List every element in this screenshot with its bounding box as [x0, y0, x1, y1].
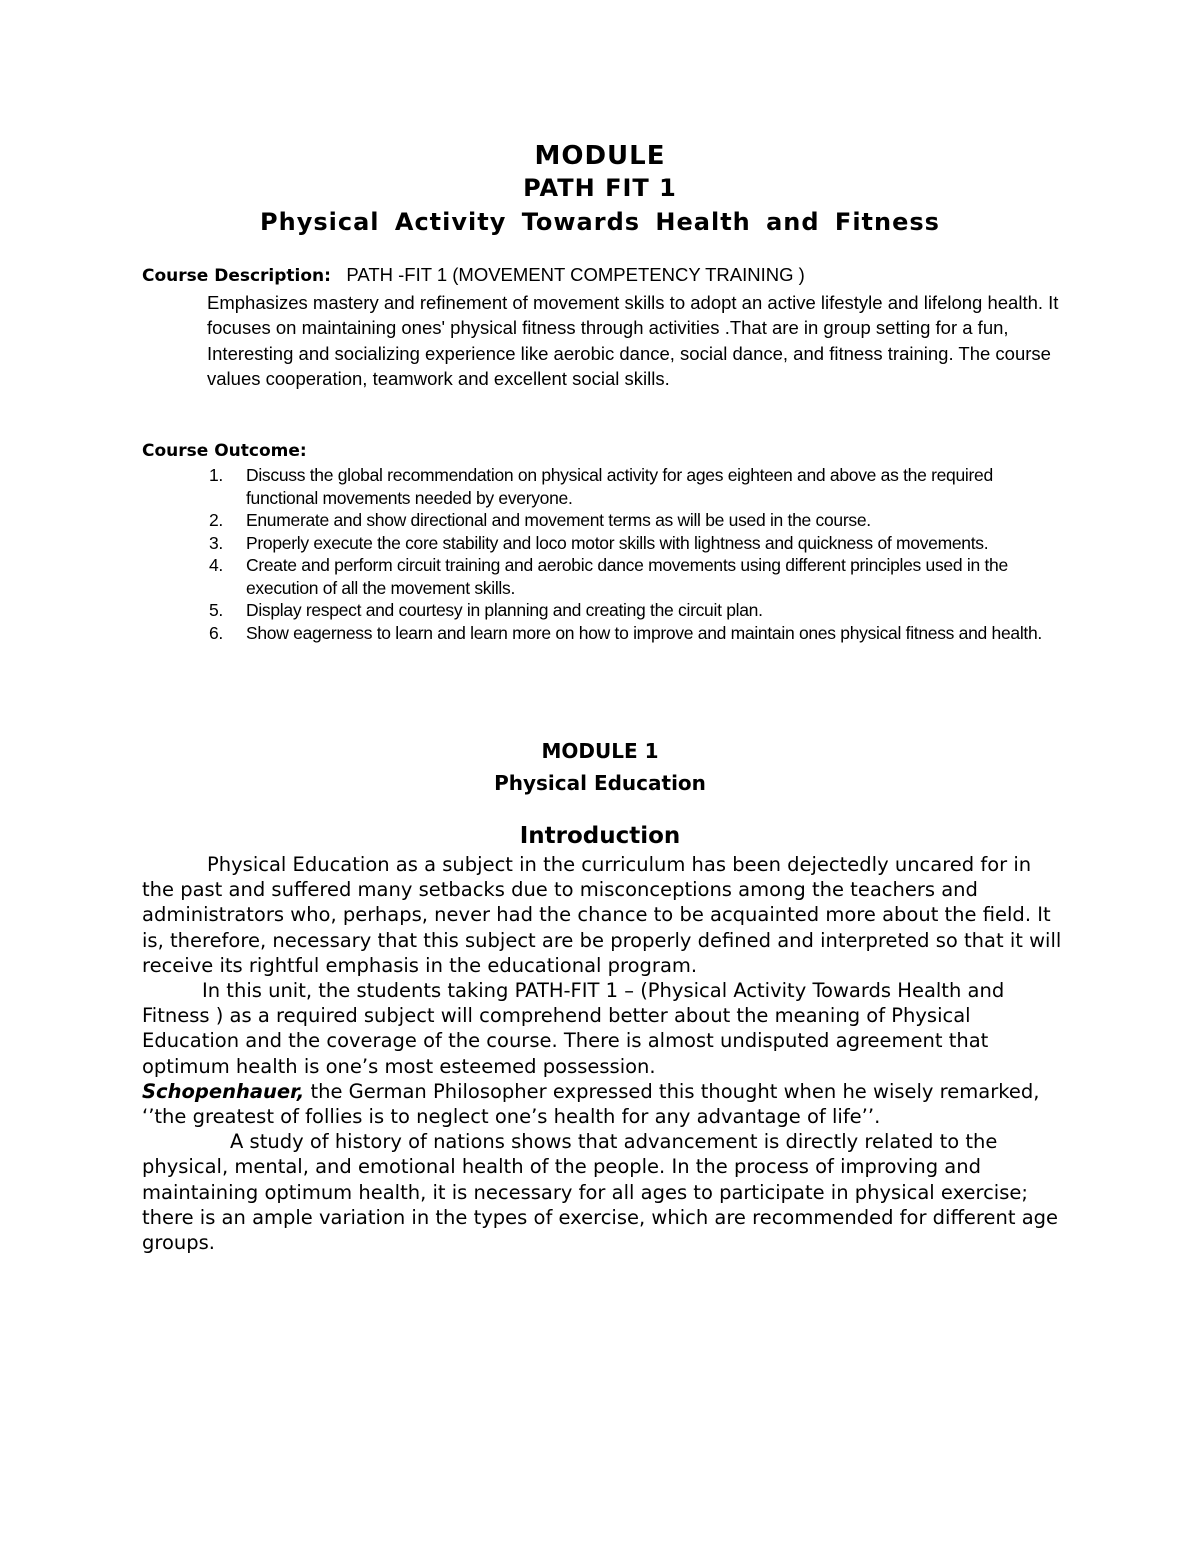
header-module-title: MODULE — [534, 141, 666, 171]
introduction-heading: Introduction — [519, 823, 681, 849]
introduction-paragraph-3: A study of history of nations shows that advancement is directly related to the physical, mental, and emotional health of the people. In the process of improving and maintaining optimum health, it is necessary for all ages to participate in physical exercise; there is an ample variation in the types of exercise, which are recommended for different age groups. — [142, 1130, 1059, 1255]
list-item — [142, 532, 1062, 555]
list-item-number: 6. — [209, 622, 223, 643]
introduction-body — [142, 852, 1062, 1255]
course-outcome-label: Course Outcome: — [142, 441, 307, 461]
list-item-number: 1. — [209, 465, 223, 485]
course-outcome-list — [142, 464, 1062, 644]
list-item — [142, 509, 1062, 532]
list-item — [142, 554, 1062, 599]
list-item-number: 2. — [209, 510, 223, 530]
list-item — [142, 599, 1062, 622]
list-item-text: Create and perform circuit training and aerobic dance movements using different principles used in the execution of all the movement skills. — [246, 555, 1008, 598]
list-item-text: Display respect and courtesy in planning and creating the circuit plan. — [246, 600, 763, 620]
philosopher-name: Schopenhauer, — [142, 1079, 305, 1103]
module1-header — [0, 735, 1200, 853]
document-header — [0, 140, 1200, 240]
course-description-text: Emphasizes mastery and refinement of movement skills to adopt an active lifestyle and lifelong health. It focuses on maintaining ones' physical fitness through activities .That are in group setting for a fun, Interesting and socializing experience like aerobic dance, social dance, and fitness training. The course values cooperation, teamwork and excellent social skills. — [207, 291, 1059, 389]
course-description-section — [142, 262, 1062, 392]
list-item-number: 3. — [209, 532, 223, 553]
list-item — [142, 622, 1062, 645]
introduction-paragraph-1: Physical Education as a subject in the curriculum has been dejectedly uncared for in the past and suffered many setbacks due to misconceptions among the teachers and administrators who, perhaps, never had the chance to be acquainted more about the field. It is, therefore, necessary that this subject are be properly defined and interpreted so that it will receive its rightful emphasis in the educational program. — [142, 853, 1062, 977]
module1-title: MODULE 1 — [541, 739, 659, 763]
list-item-text: Discuss the global recommendation on physical activity for ages eighteen and above as the required functional movements needed by everyone. — [246, 465, 993, 508]
course-outcome-section — [142, 438, 1062, 644]
header-course-title: Physical Activity Towards Health and Fitness — [260, 208, 940, 236]
module1-subtitle: Physical Education — [494, 771, 706, 795]
introduction-paragraph-2: In this unit, the students taking PATH-FIT 1 – (Physical Activity Towards Health and Fitness ) as a required subject will comprehend better about the meaning of Physical Education and the coverage of the course. There is almost undisputed agreement that optimum health is one’s most esteemed possession. Schopenhauer, the German Philosopher expressed this thought when he wisely remarked, ‘’the greatest of follies is to neglect one’s health for any advantage of life’’. — [142, 979, 1040, 1129]
list-item-text: Properly execute the core stability and loco motor skills with lightness and quickness of movements. — [246, 532, 989, 553]
list-item-text: Show eagerness to learn and learn more on how to improve and maintain ones physical fitness and health. — [246, 622, 1042, 643]
list-item-number: 4. — [209, 555, 223, 575]
course-description-title: PATH -FIT 1 (MOVEMENT COMPETENCY TRAINING ) — [346, 264, 805, 285]
list-item-text: Enumerate and show directional and movement terms as will be used in the course. — [246, 510, 871, 530]
list-item-number: 5. — [209, 600, 223, 620]
course-description-label: Course Description: — [142, 266, 331, 286]
list-item — [142, 464, 1062, 509]
header-course-code: PATH FIT 1 — [523, 174, 677, 202]
